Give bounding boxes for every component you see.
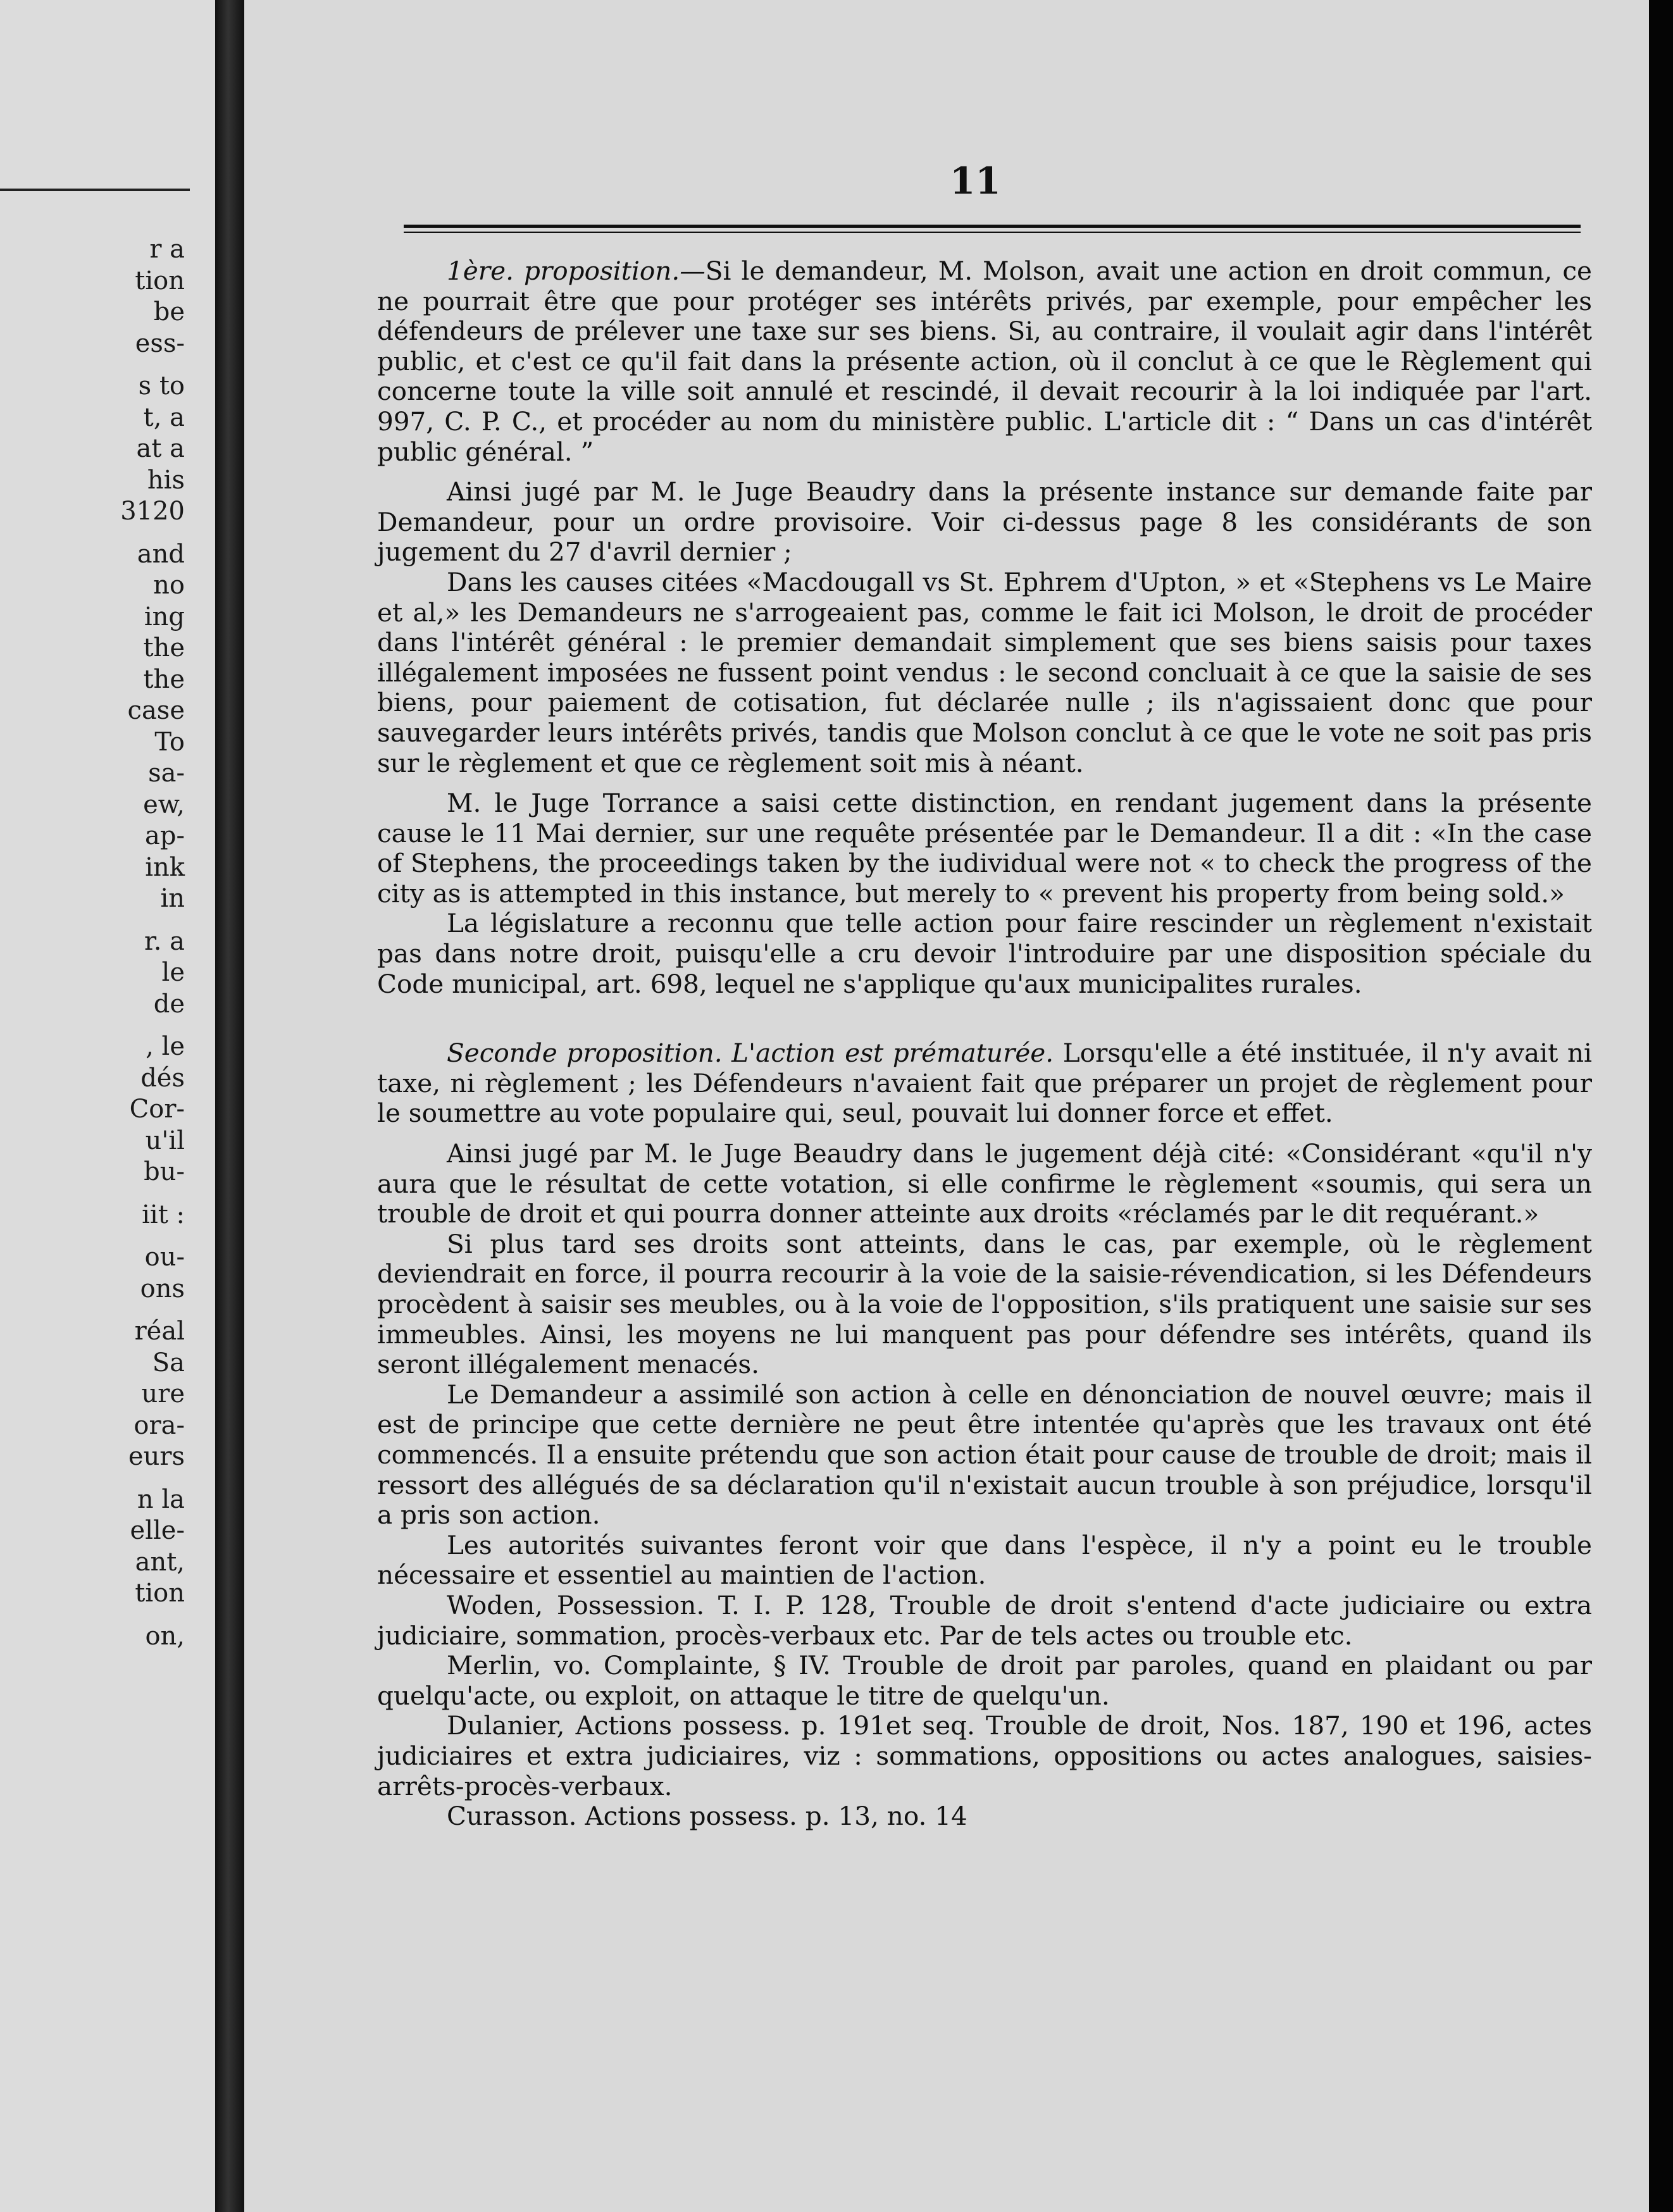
paragraph (377, 1380, 1592, 1531)
paragraph (377, 1038, 1592, 1129)
previous-page-fragment: r a (149, 235, 185, 264)
paragraph-text: Dulanier, Actions possess. p. 191et seq. Trouble de droit, Nos. 187, 190 et 196, actes judiciaires et extra judiciaires, viz : sommations, oppositions ou actes analogues, saisies-arrêts-procès-verbaux. (377, 1710, 1592, 1801)
previous-page-fragment: To (154, 727, 185, 757)
paragraph (377, 477, 1592, 568)
previous-page-fragment: u'il (145, 1126, 185, 1155)
previous-page-fragment: tion (135, 266, 185, 295)
previous-page-fragment: his (147, 465, 185, 495)
paragraph-text: Si le demandeur, M. Molson, avait une action en droit commun, ce ne pourrait être que pour protéger ses intérêts privés, par exemple, pour empêcher les défendeurs de prélever une taxe sur ses biens. Si, au contraire, il voulait agir dans l'intérêt public, et c'est ce qu'il fait dans la présente action, où il conclut à ce que le Règlement qui concerne toute la ville soit annulé et rescindé, il devait recourir à la loi indiquée par l'art. 997, C. P. C., et procéder au nom du ministère public. L'article dit : “ Dans un cas d'intérêt public général. ” (377, 256, 1592, 467)
previous-page-fragment: at a (136, 434, 185, 463)
citation (377, 1591, 1592, 1651)
paragraph-text: Merlin, vo. Complainte, § IV. Trouble de droit par paroles, quand en plaidant ou par quelqu'acte, ou exploit, on attaque le titre de quelqu'un. (377, 1650, 1592, 1711)
previous-page-fragment: de (153, 989, 185, 1019)
paragraph (377, 909, 1592, 999)
previous-page-fragment: tion (135, 1579, 185, 1608)
previous-page-fragment: the (143, 664, 185, 694)
header-rule (404, 225, 1581, 233)
previous-page-fragment: bu- (144, 1157, 185, 1186)
scan-edge (1649, 0, 1673, 2212)
citation (377, 1651, 1592, 1711)
previous-page-fragment: s to (138, 371, 185, 401)
previous-page-fragment: ant, (135, 1547, 185, 1577)
paragraph (377, 1229, 1592, 1380)
paragraph (377, 1531, 1592, 1591)
previous-page-fragment: dés (140, 1063, 185, 1093)
paragraph-text: Les autorités suivantes feront voir que dans l'espèce, il n'y a point eu le trouble nécessaire et essentiel au maintien de l'action. (377, 1529, 1592, 1591)
previous-page-fragment: , le (146, 1032, 185, 1061)
previous-page-fragment: in (160, 884, 185, 913)
previous-page-fragment: iit : (142, 1200, 185, 1229)
previous-page-fragment: réal (134, 1317, 185, 1346)
previous-page-fragment: ora- (134, 1410, 185, 1440)
paragraph-lead: 1ère. proposition.— (447, 256, 706, 286)
page-body (377, 256, 1592, 1832)
previous-page-fragment: eurs (128, 1442, 185, 1471)
previous-page-fragment: case (127, 696, 185, 725)
paragraph-text: Le Demandeur a assimilé son action à celle en dénonciation de nouvel œuvre; mais il est de principe que cette dernière ne peut être intentée qu'après que les travaux ont été commencés. Il a ensuite prétendu que son action était pour cause de trouble de droit; mais il ressort des allégués de sa déclaration qu'il n'existait aucun trouble à son préjudice, lorsqu'il a pris son action. (377, 1379, 1592, 1531)
citation (377, 1711, 1592, 1801)
paragraph-text: Dans les causes citées «Macdougall vs St. Ephrem d'Upton, » et «Stephens vs Le Maire et al,» les Demandeurs ne s'arrogeaient pas, comme le fait ici Molson, le droit de procéder dans l'intérêt général : le premier demandait simplement que ses biens saisis pour taxes illégalement imposées ne fussent point vendus : le second concluait à ce que la saisie de ses biens, pour paiement de cotisation, fut déclarée nulle ; ils n'agissaient donc que pour sauvegarder leurs intérêts privés, tandis que Molson conclut à ce que le vote ne soit pas pris sur le règlement et que ce règlement soit mis à néant. (377, 566, 1592, 778)
paragraph-text: Ainsi jugé par M. le Juge Beaudry dans le jugement déjà cité: «Considérant «qu'il n'y aura que le résultat de cette votation, si elle confirme le règlement «soumis, qui sera un trouble de droit et qui pourra donner atteinte aux droits «réclamés par le dit requérant.» (377, 1138, 1592, 1229)
previous-page-fragment: le (161, 958, 185, 987)
previous-page-fragment: Sa (152, 1348, 185, 1377)
paragraph-text: M. le Juge Torrance a saisi cette distinction, en rendant jugement dans la présente cause le 11 Mai dernier, sur une requête présentée par le Demandeur. Il a dit : «In the case of Stephens, the proceedings taken by the iudividual were not « to check the progress of the city as is attempted in this instance, but merely to « prevent his property from being sold.» (377, 788, 1592, 909)
paragraph (377, 256, 1592, 467)
previous-page-strip (0, 0, 215, 2212)
previous-page-fragment: be (153, 297, 185, 326)
previous-page-fragment: ing (144, 602, 185, 631)
previous-page-fragment: no (153, 571, 185, 600)
paragraph-lead: Seconde proposition. L'action est prématurée. (447, 1038, 1054, 1069)
previous-page-fragment: the (143, 633, 185, 662)
citation (377, 1801, 1592, 1832)
previous-page-fragment: ew, (143, 790, 185, 819)
paragraph-text: Ainsi jugé par M. le Juge Beaudry dans la présente instance sur demande faite par Demandeur, pour un ordre provisoire. Voir ci-dessus page 8 les considérants de son jugement du 27 d'avril dernier ; (377, 476, 1592, 568)
previous-page-fragment: r. a (144, 926, 185, 956)
previous-page-fragment: on, (145, 1621, 185, 1651)
previous-page-rule (0, 189, 190, 191)
previous-page-fragment: ess- (135, 328, 185, 358)
previous-page-fragment: ure (141, 1379, 185, 1408)
previous-page-fragment: 3120 (120, 497, 185, 526)
paragraph-text: La législature a reconnu que telle action pour faire rescinder un règlement n'existait pas dans notre droit, puisqu'elle a cru devoir l'introduire par une disposition spéciale du Code municipal, art. 698, lequel ne s'applique qu'aux municipalites rurales. (377, 908, 1592, 999)
paragraph (377, 788, 1592, 909)
paragraph-text: Lorsqu'elle a été instituée, il n'y avait ni taxe, ni règlement ; les Défendeurs n'avaient fait que préparer un projet de règlement pour le soumettre au vote populaire qui, seul, pouvait lui donner force et effet. (377, 1038, 1592, 1129)
paragraph-text: Woden, Possession. T. I. P. 128, Trouble de droit s'entend d'acte judiciaire ou extra judiciaire, sommation, procès-verbaux etc. Par de tels actes ou trouble etc. (377, 1589, 1592, 1651)
page-number: 11 (950, 159, 1001, 202)
previous-page-fragment: ink (145, 852, 185, 882)
previous-page-fragment: and (137, 539, 185, 569)
previous-page-fragment: ap- (145, 821, 185, 850)
previous-page-fragment: sa- (148, 759, 185, 788)
document-page (244, 0, 1649, 2212)
previous-page-fragment: t, a (143, 402, 185, 432)
paragraph (377, 1139, 1592, 1229)
previous-page-fragment: n la (137, 1484, 185, 1514)
previous-page-fragment: ou- (144, 1243, 185, 1272)
book-gutter (215, 0, 244, 2212)
previous-page-fragment: Cor- (129, 1095, 185, 1124)
paragraph (377, 568, 1592, 778)
previous-page-fragment: ons (140, 1274, 185, 1303)
paragraph-text: Si plus tard ses droits sont atteints, dans le cas, par exemple, où le règlement deviendrait en force, il pourra recourir à la voie de la saisie-révendication, si les Défendeurs procèdent à saisir ses meubles, ou à la voie de l'opposition, s'ils pratiquent une saisie sur ses immeubles. Ainsi, les moyens ne lui manquent pas pour défendre ses intérêts, quand ils seront illégalement menacés. (377, 1228, 1592, 1380)
paragraph-text: Curasson. Actions possess. p. 13, no. 14 (447, 1801, 967, 1832)
previous-page-fragment: elle- (130, 1516, 185, 1545)
